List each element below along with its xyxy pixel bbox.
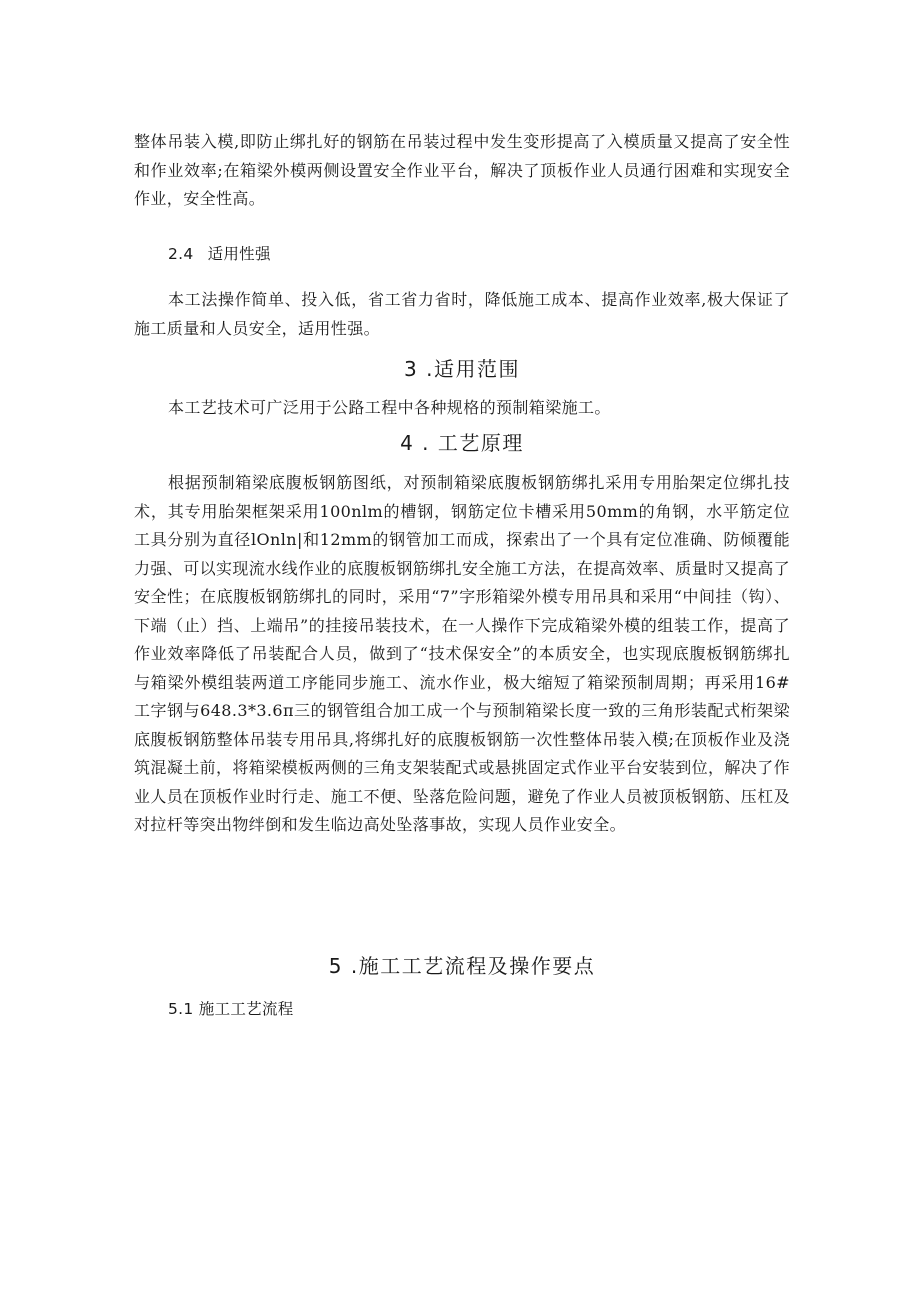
paragraph-intro: 整体吊装入模,即防止绑扎好的钢筋在吊装过程中发生变形提高了入模质量又提高了安全性和作业效率;在箱梁外模两侧设置安全作业平台，解决了顶板作业人员通行困难和实现安全作业，安全性高。 [134,132,790,208]
subsection-heading-2-4 [168,243,271,265]
paragraph-4-body: 根据预制箱梁底腹板钢筋图纸，对预制箱梁底腹板钢筋绑扎采用专用胎架定位绑扎技术，其专用胎架框架采用100nlm的槽钢，钢筋定位卡槽采用50mm的角钢，水平筋定位工具分别为直径lOnln|和12mm的钢管加工而成，探索出了一个具有定位准确、防倾覆能力强、可以实现流水线作业的底腹板钢筋绑扎安全施工方法，在提高效率、质量时又提高了安全性；在底腹板钢筋绑扎的同时，采用“7”字形箱梁外模专用吊具和采用“中间挂（钩）、下端（止）挡、上端吊”的挂接吊装技术，在一人操作下完成箱梁外模的组装工作，提高了作业效率降低了吊装配合人员，做到了“技术保安全”的本质安全，也实现底腹板钢筋绑扎与箱梁外模组装两道工序能同步施工、流水作业，极大缩短了箱梁预制周期；再采用16#工字钢与648.3*3.6π三的钢管组合加工成一个与预制箱梁长度一致的三角形装配式桁架梁底腹板钢筋整体吊装专用吊具,将绑扎好的底腹板钢筋一次性整体吊装入模;在顶板作业及浇筑混凝土前，将箱梁模板两侧的三角支架装配式或悬挑固定式作业平台安装到位，解决了作业人员在顶板作业时行走、施工不便、坠落危险问题，避免了作业人员被顶板钢筋、压杠及对拉杆等突出物绊倒和发生临边高处坠落事故，实现人员作业安全。 [134,473,791,834]
section-heading-4: 4 . 工艺原理 [400,431,524,455]
subsection-title: 适用性强 [207,245,271,263]
subsection-number: 2.4 [168,245,194,263]
paragraph-2-4-body: 本工法操作简单、投入低，省工省力省时，降低施工成本、提高作业效率,极大保证了施工质量和人员安全，适用性强。 [134,290,790,338]
paragraph-3-body: 本工艺技术可广泛用于公路工程中各种规格的预制箱梁施工。 [168,398,611,417]
subsection-heading-5-1: 5.1 施工工艺流程 [168,1000,294,1018]
section-heading-5: 5 .施工工艺流程及操作要点 [328,954,596,978]
section-heading-3: 3 .适用范围 [404,357,520,381]
